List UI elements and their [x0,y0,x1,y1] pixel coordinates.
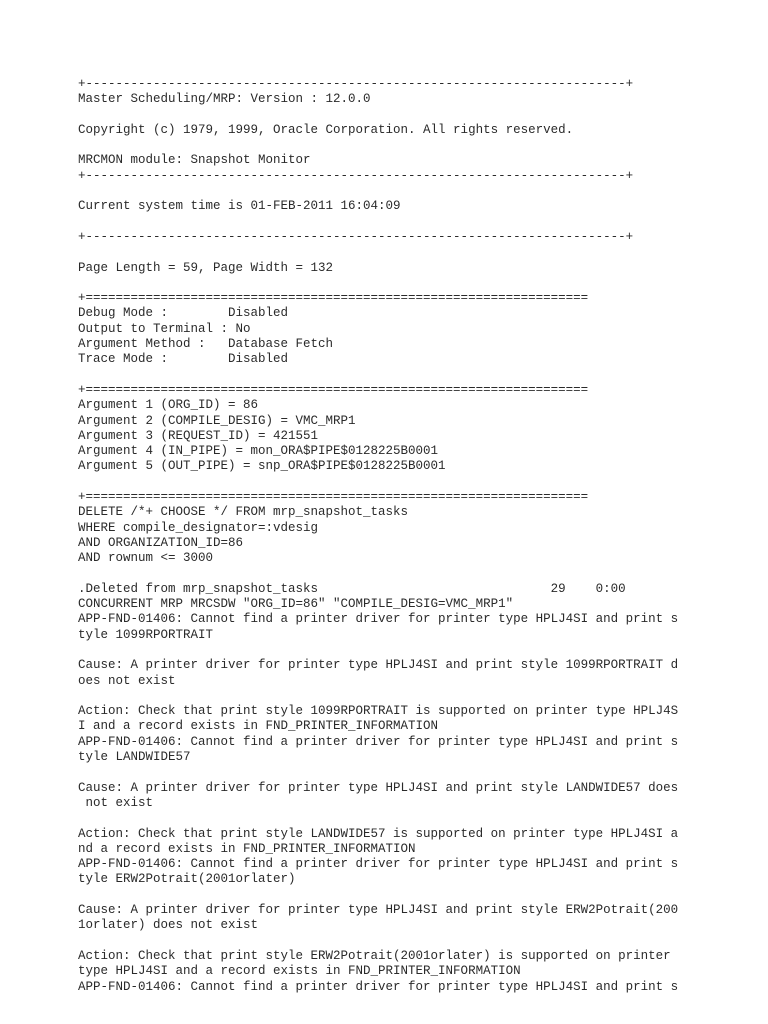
separator-line: +------------------------------------------------------------------------+ [78,77,634,91]
log-line: Action: Check that print style LANDWIDE57 is supported on printer type HPLJ4SI a [78,826,679,841]
log-line: Argument 3 (REQUEST_ID) = 421551 [78,428,319,443]
separator-line: +------------------------------------------------------------------------+ [78,168,634,183]
log-line: Current system time is 01-FEB-2011 16:04:09 [78,199,401,214]
blank-line [78,888,758,903]
blank-line [78,245,758,260]
log-line: Argument Method : Database Fetch [78,337,334,352]
blank-line [78,475,758,490]
log-line: not exist [78,795,154,810]
log-line: Argument 2 (COMPILE_DESIG) = VMC_MRP1 [78,413,356,428]
log-line: Argument 4 (IN_PIPE) = mon_ORA$PIPE$0128225B0001 [78,444,439,459]
log-line: nd a record exists in FND_PRINTER_INFORMATION [78,841,416,856]
blank-line [78,215,758,230]
separator-line: +------------------------------------------------------------------------+ [78,229,634,244]
blank-line [78,108,758,123]
blank-line [78,138,758,153]
log-line: AND rownum <= 3000 [78,551,214,566]
blank-line [78,811,758,826]
log-line: APP-FND-01406: Cannot find a printer driver for printer type HPLJ4SI and print s [78,734,679,749]
log-line: Action: Check that print style 1099RPORTRAIT is supported on printer type HPLJ4S [78,704,679,719]
blank-line [78,934,758,949]
log-line: I and a record exists in FND_PRINTER_INFORMATION [78,719,439,734]
log-line: APP-FND-01406: Cannot find a printer driver for printer type HPLJ4SI and print s [78,857,679,872]
blank-line [78,689,758,704]
log-line: tyle LANDWIDE57 [78,750,191,765]
log-line: MRCMON module: Snapshot Monitor [78,153,311,168]
log-line: .Deleted from mrp_snapshot_tasks 29 0:00 [78,581,626,596]
blank-line [78,765,758,780]
blank-line [78,567,758,582]
blank-line [78,368,758,383]
log-line: Argument 5 (OUT_PIPE) = snp_ORA$PIPE$0128225B0001 [78,459,446,474]
log-line: Copyright (c) 1979, 1999, Oracle Corporation. All rights reserved. [78,122,574,137]
log-document [78,77,758,995]
log-line: Argument 1 (ORG_ID) = 86 [78,398,259,413]
log-line: AND ORGANIZATION_ID=86 [78,535,244,550]
log-line: Cause: A printer driver for printer type HPLJ4SI and print style LANDWIDE57 does [78,780,679,795]
log-line: oes not exist [78,673,176,688]
separator-line: +=================================================================== [78,382,589,397]
separator-line: +=================================================================== [78,291,589,306]
log-line: Trace Mode : Disabled [78,352,289,367]
log-line: DELETE /*+ CHOOSE */ FROM mrp_snapshot_tasks [78,505,409,520]
log-line: tyle 1099RPORTRAIT [78,627,214,642]
log-line: 1orlater) does not exist [78,918,259,933]
log-line: Debug Mode : Disabled [78,306,289,321]
log-line: WHERE compile_designator=:vdesig [78,520,319,535]
log-line: CONCURRENT MRP MRCSDW "ORG_ID=86" "COMPILE_DESIG=VMC_MRP1" [78,597,514,612]
log-line: APP-FND-01406: Cannot find a printer driver for printer type HPLJ4SI and print s [78,612,679,627]
log-line: APP-FND-01406: Cannot find a printer driver for printer type HPLJ4SI and print s [78,979,679,994]
log-line: Action: Check that print style ERW2Potrait(2001orlater) is supported on printer [78,948,671,963]
log-line: tyle ERW2Potrait(2001orlater) [78,872,296,887]
blank-line [78,184,758,199]
blank-line [78,643,758,658]
log-line: Page Length = 59, Page Width = 132 [78,260,334,275]
log-line: Cause: A printer driver for printer type HPLJ4SI and print style 1099RPORTRAIT d [78,658,679,673]
log-line: Cause: A printer driver for printer type HPLJ4SI and print style ERW2Potrait(200 [78,903,679,918]
separator-line: +=================================================================== [78,490,589,505]
log-line: Output to Terminal : No [78,321,251,336]
log-line: type HPLJ4SI and a record exists in FND_PRINTER_INFORMATION [78,964,521,979]
blank-line [78,276,758,291]
log-line: Master Scheduling/MRP: Version : 12.0.0 [78,92,371,107]
